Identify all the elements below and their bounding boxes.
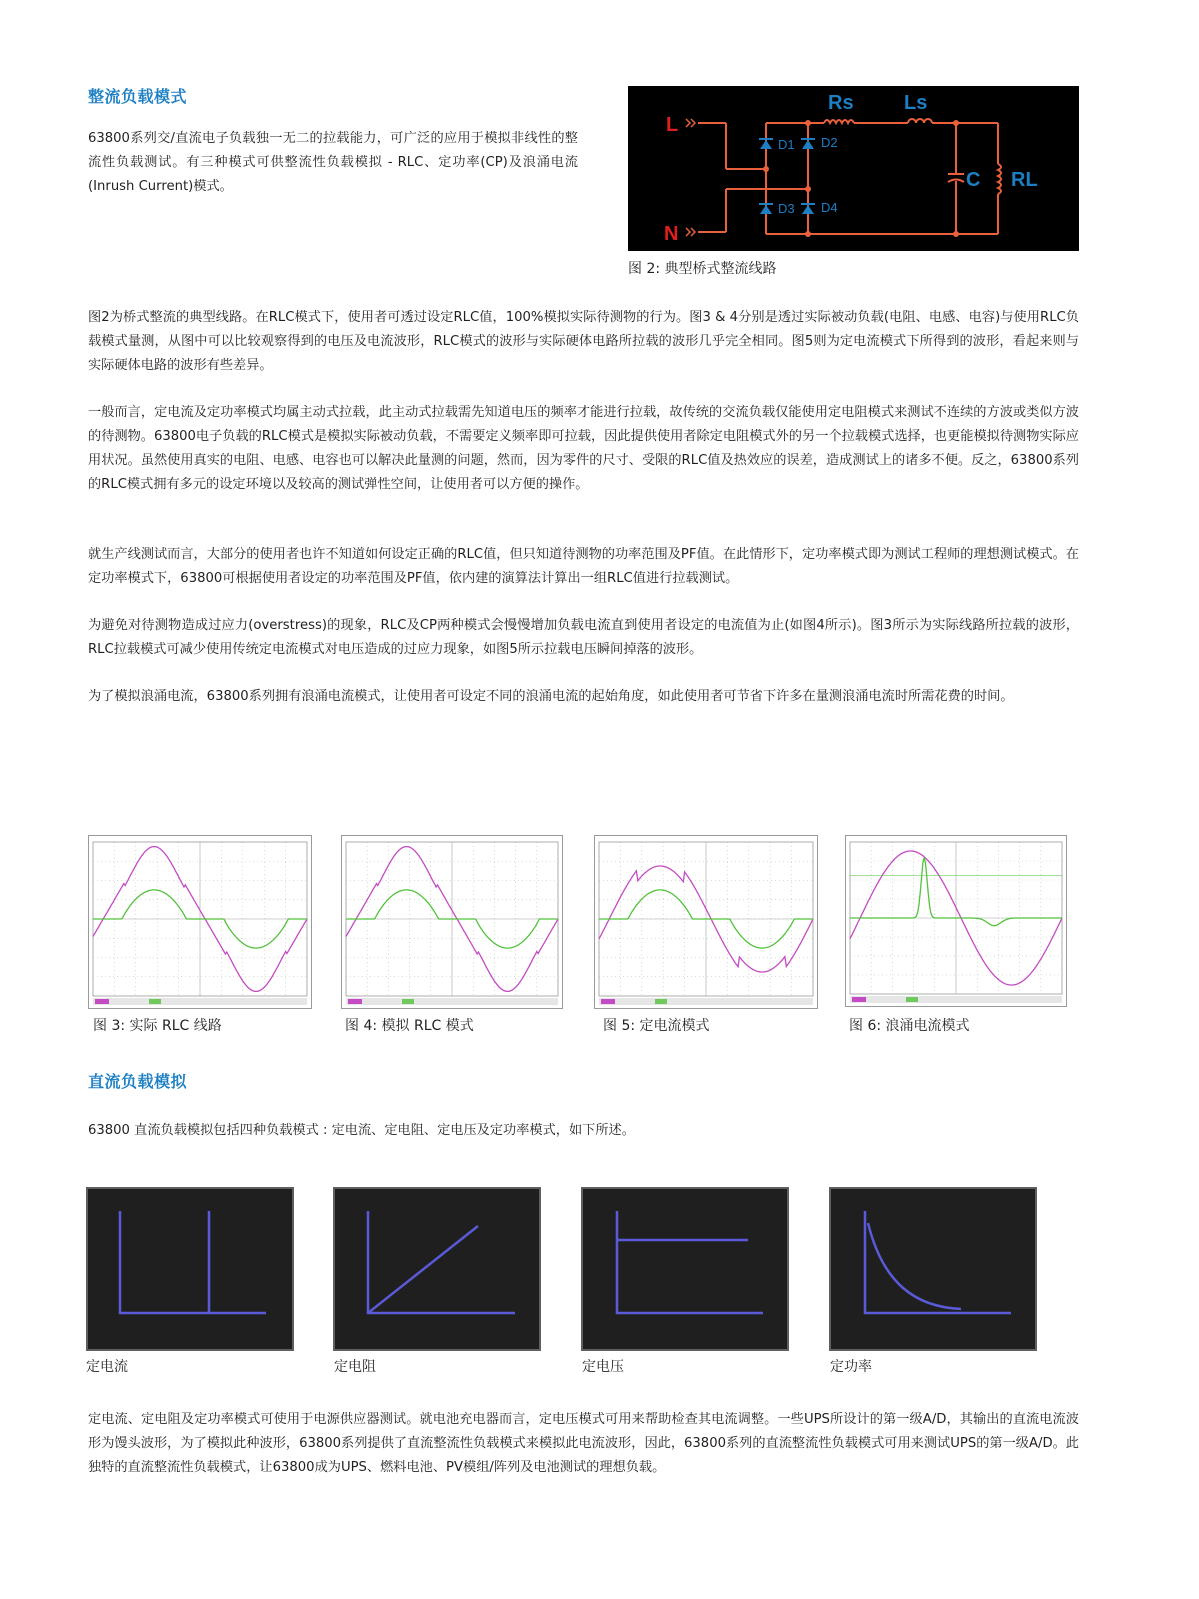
rectifier-intro: 63800系列交/直流电子负载独一无二的拉载能力，可广泛的应用于模拟非线性的整流性负载测试。有三种模式可供整流性负载模拟 - RLC、定功率(CP)及浪涌电流(Inrush Current)模式。 bbox=[88, 131, 578, 194]
dc-mode-cv-chart bbox=[581, 1187, 789, 1351]
cv-curve bbox=[583, 1189, 787, 1349]
closing-paragraph: 定电流、定电阻及定功率模式可使用于电源供应器测试。就电池充电器而言，定电压模式可用来帮助检查其电流调整。一些UPS所设计的第一级A/D，其输出的直流电流波形为馒头波形，为了模拟此种波形，63800系列提供了直流整流性负载模式来模拟此电流波形，因此，63800系列的直流整流性负载模式可用来测试UPS的第一级A/D。此独特的直流整流性负载模式，让63800成为UPS、燃料电池、PV模组/阵列及电池测试的理想负载。 bbox=[88, 1412, 1079, 1475]
label-C: C bbox=[966, 169, 981, 191]
dc-mode-label-cc: 定电流 bbox=[86, 1359, 128, 1375]
scope-figure-4 bbox=[341, 835, 563, 1009]
scope-3-waveform bbox=[89, 836, 311, 1008]
label-D2: D2 bbox=[821, 135, 838, 150]
dc-mode-cp-chart bbox=[829, 1187, 1037, 1351]
dc-mode-label-cp: 定功率 bbox=[830, 1359, 872, 1375]
scope-6-waveform bbox=[846, 836, 1066, 1006]
paragraph-3: 就生产线测试而言，大部分的使用者也许不知道如何设定正确的RLC值，但只知道待测物的功率范围及PF值。在此情形下，定功率模式即为测试工程师的理想测试模式。在定功率模式下，63800可根据使用者设定的功率范围及PF值，依内建的演算法计算出一组RLC值进行拉载测试。 bbox=[88, 547, 1079, 586]
paragraph-1: 图2为桥式整流的典型线路。在RLC模式下，使用者可透过设定RLC值，100%模拟实际待测物的行为。图3 & 4分别是透过实际被动负载(电阻、电感、电容)与使用RLC负载模式量测，从图中可以比较观察得到的电压及电流波形，RLC模式的波形与实际硬体电路所拉载的波形几乎完全相同。图5则为定电流模式下所得到的波形，看起来则与实际硬体电路的波形有些差异。 bbox=[88, 310, 1079, 373]
label-L: L bbox=[666, 114, 679, 136]
dc-mode-cc-chart bbox=[86, 1187, 294, 1351]
label-D1: D1 bbox=[778, 137, 795, 152]
dc-mode-label-cv: 定电压 bbox=[582, 1359, 624, 1375]
scope-caption-6: 图 6: 浪涌电流模式 bbox=[849, 1018, 970, 1034]
paragraph-2: 一般而言，定电流及定功率模式均属主动式拉载，此主动式拉载需先知道电压的频率才能进行拉载，故传统的交流负载仅能使用定电阻模式来测试不连续的方波或类似方波的待测物。63800电子负载的RLC模式是模拟实际被动负载，不需要定义频率即可拉载，因此提供使用者除定电阻模式外的另一个拉载模式选择，也更能模拟待测物实际应用状况。虽然使用真实的电阻、电感、电容也可以解决此量测的问题，然而，因为零件的尺寸、受限的RLC值及热效应的误差，造成测试上的诸多不便。反之，63800系列的RLC模式拥有多元的设定环境以及较高的测试弹性空间，让使用者可以方便的操作。 bbox=[88, 405, 1079, 492]
section-title-rectifier: 整流负载模式 bbox=[88, 87, 188, 106]
scope-figure-5 bbox=[594, 835, 818, 1009]
dc-mode-label-cr: 定电阻 bbox=[334, 1359, 376, 1375]
section-title-dc: 直流负载模拟 bbox=[88, 1072, 188, 1091]
label-Rs: Rs bbox=[828, 92, 854, 114]
bridge-rectifier-diagram bbox=[628, 86, 1079, 251]
paragraph-4: 为避免对待测物造成过应力(overstress)的现象，RLC及CP两种模式会慢慢增加负载电流直到使用者设定的电流值为止(如图4所示)。图3所示为实际线路所拉载的波形，RLC拉载模式可减少使用传统定电流模式对电压造成的过应力现象，如图5所示拉载电压瞬间掉落的波形。 bbox=[88, 618, 1079, 657]
dc-intro: 63800 直流负载模拟包括四种负载模式 : 定电流、定电阻、定电压及定功率模式，如下所述。 bbox=[88, 1123, 635, 1138]
scope-figure-6 bbox=[845, 835, 1067, 1007]
cp-curve bbox=[831, 1189, 1035, 1349]
cr-curve bbox=[335, 1189, 539, 1349]
scope-caption-4: 图 4: 模拟 RLC 模式 bbox=[345, 1018, 474, 1034]
label-D3: D3 bbox=[778, 201, 795, 216]
label-Ls: Ls bbox=[904, 92, 928, 114]
scope-4-waveform bbox=[342, 836, 562, 1008]
label-RL: RL bbox=[1011, 169, 1038, 191]
scope-caption-5: 图 5: 定电流模式 bbox=[603, 1018, 710, 1034]
label-D4: D4 bbox=[821, 200, 838, 215]
scope-5-waveform bbox=[595, 836, 817, 1008]
bridge-rectifier-svg bbox=[628, 86, 1079, 251]
circuit-caption: 图 2: 典型桥式整流线路 bbox=[628, 261, 777, 277]
cc-curve bbox=[88, 1189, 292, 1349]
scope-caption-3: 图 3: 实际 RLC 线路 bbox=[93, 1018, 222, 1034]
dc-mode-cr-chart bbox=[333, 1187, 541, 1351]
scope-figure-3 bbox=[88, 835, 312, 1009]
label-N: N bbox=[664, 223, 679, 245]
paragraph-5: 为了模拟浪涌电流，63800系列拥有浪涌电流模式，让使用者可设定不同的浪涌电流的起始角度，如此使用者可节省下许多在量测浪涌电流时所需花费的时间。 bbox=[88, 689, 1014, 704]
